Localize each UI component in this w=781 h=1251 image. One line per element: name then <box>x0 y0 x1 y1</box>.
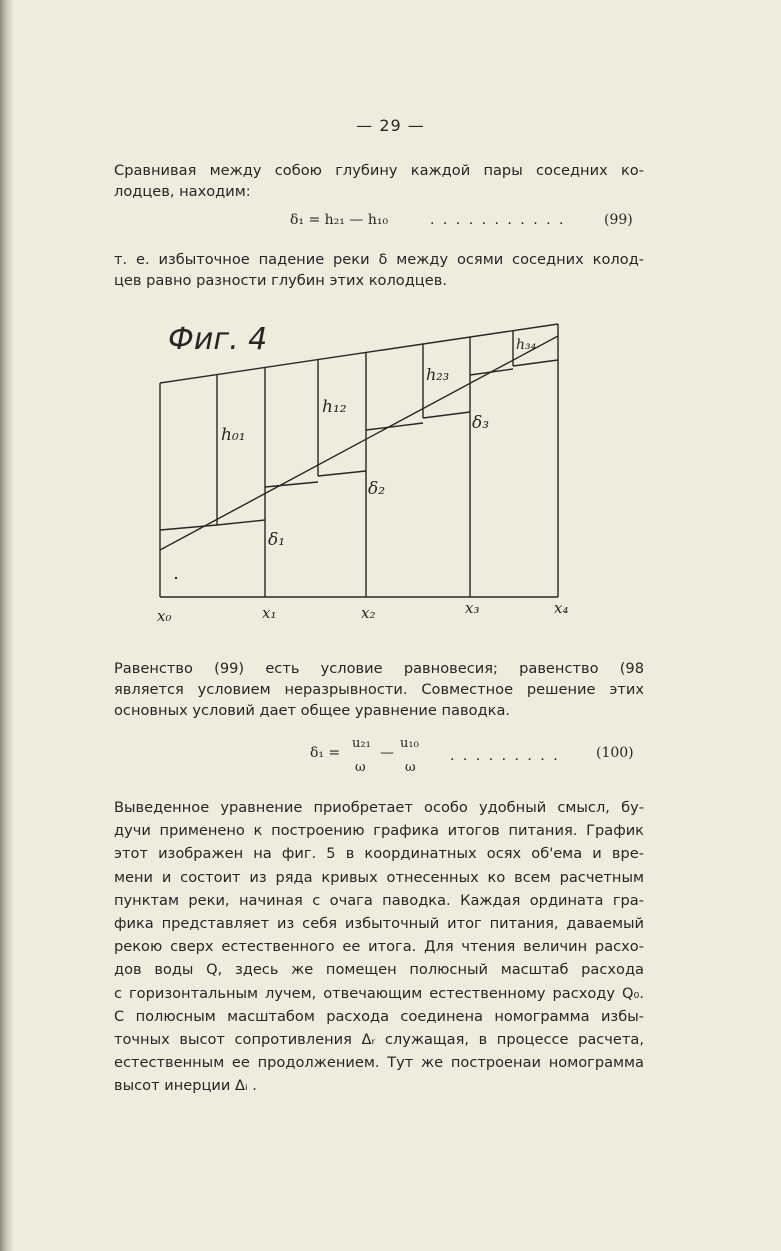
text-line: Сравнивая между собою глубину каждой пары соседних ко- <box>114 162 644 179</box>
equation-100-dots: . . . . . . . . . <box>450 748 560 764</box>
label-delta2: δ₂ <box>368 479 386 499</box>
label-h23: h₂₃ <box>426 365 450 384</box>
small-dot <box>175 577 177 579</box>
text-line: рекою сверх естественного ее итога. Для чтения величин расхо- <box>114 938 644 956</box>
step-7 <box>513 360 558 366</box>
step-0 <box>160 525 217 530</box>
label-x2: x₂ <box>361 604 376 622</box>
text-line: Выведенное уравнение приобретает особо удобный смысл, бу- <box>114 799 644 816</box>
text-line: пунктам реки, начиная с очага паводка. Каждая ордината гра- <box>114 891 644 909</box>
text-line: является условием неразрывности. Совместное решение этих <box>114 681 644 698</box>
paragraph-3 <box>114 658 644 721</box>
equation-99-formula: δ₁ = h₂₁ — h₁₀ <box>290 212 389 228</box>
label-x3: x₃ <box>465 599 480 617</box>
equation-99-number: (99) <box>604 212 633 228</box>
step-1 <box>217 520 265 525</box>
equation-99-dots: . . . . . . . . . . . <box>430 212 566 228</box>
bed-line <box>160 336 558 550</box>
text-line: цев равно разности глубин этих колодцев. <box>114 272 447 289</box>
text-line: основных условий дает общее уравнение паводка. <box>114 702 511 719</box>
paragraph-4 <box>114 796 644 1098</box>
equation-100-minus: — <box>380 745 394 761</box>
equation-100-num2: u₁₀ <box>400 736 419 751</box>
step-5 <box>423 412 470 418</box>
text-line: т. е. избыточное падение реки δ между осями соседних колод- <box>114 251 644 268</box>
equation-100-num1: u₂₁ <box>352 736 371 751</box>
label-h01: h₀₁ <box>221 425 246 445</box>
text-line: фика представляет из себя избыточный итог питания, даваемый <box>114 915 644 933</box>
equation-100-number: (100) <box>596 745 634 761</box>
text-line: точных высот сопротивления Δᵣ служащая, в процессе расчета, <box>114 1031 644 1049</box>
label-h34: h₃₄ <box>516 337 537 353</box>
equation-100-den1: ω <box>355 760 366 775</box>
label-delta3: δ₃ <box>472 413 490 433</box>
label-x0: x₀ <box>157 607 172 625</box>
text-line: высот инерции Δᵢ . <box>114 1077 257 1095</box>
text-line: с горизонтальным лучем, отвечающим естественному расходу Q₀. <box>114 984 644 1002</box>
top-surface-line <box>160 324 558 383</box>
text-line: дучи применено к построению графика итогов питания. График <box>114 822 644 840</box>
equation-100-lhs: δ₁ = <box>310 745 341 761</box>
label-h12: h₁₂ <box>322 397 347 417</box>
label-x4: x₄ <box>554 599 569 617</box>
text-line: Равенство (99) есть условие равновесия; равенство (98 <box>114 660 644 677</box>
text-line: мени и состоит из ряда кривых отнесенных ко всем расчетным <box>114 868 644 886</box>
step-3 <box>318 471 366 476</box>
text-line: лодцев, находим: <box>114 183 251 200</box>
equation-100-den2: ω <box>405 760 416 775</box>
text-line: дов воды Q, здесь же помещен полюсный масштаб расхода <box>114 961 644 979</box>
label-delta1: δ₁ <box>268 530 286 550</box>
page-number: — 29 — <box>356 116 425 135</box>
text-line: С полюсным масштабом расхода соединена номограмма избы- <box>114 1007 644 1025</box>
step-6 <box>470 369 513 375</box>
text-line: этот изображен на фиг. 5 в координатных осях об'ема и вре- <box>114 845 644 863</box>
text-line: естественным ее продолжением. Тут же построенаи номограмма <box>114 1054 644 1072</box>
step-2 <box>265 482 318 487</box>
label-x1: x₁ <box>262 604 277 622</box>
figure-title: Фиг. 4 <box>168 322 268 357</box>
